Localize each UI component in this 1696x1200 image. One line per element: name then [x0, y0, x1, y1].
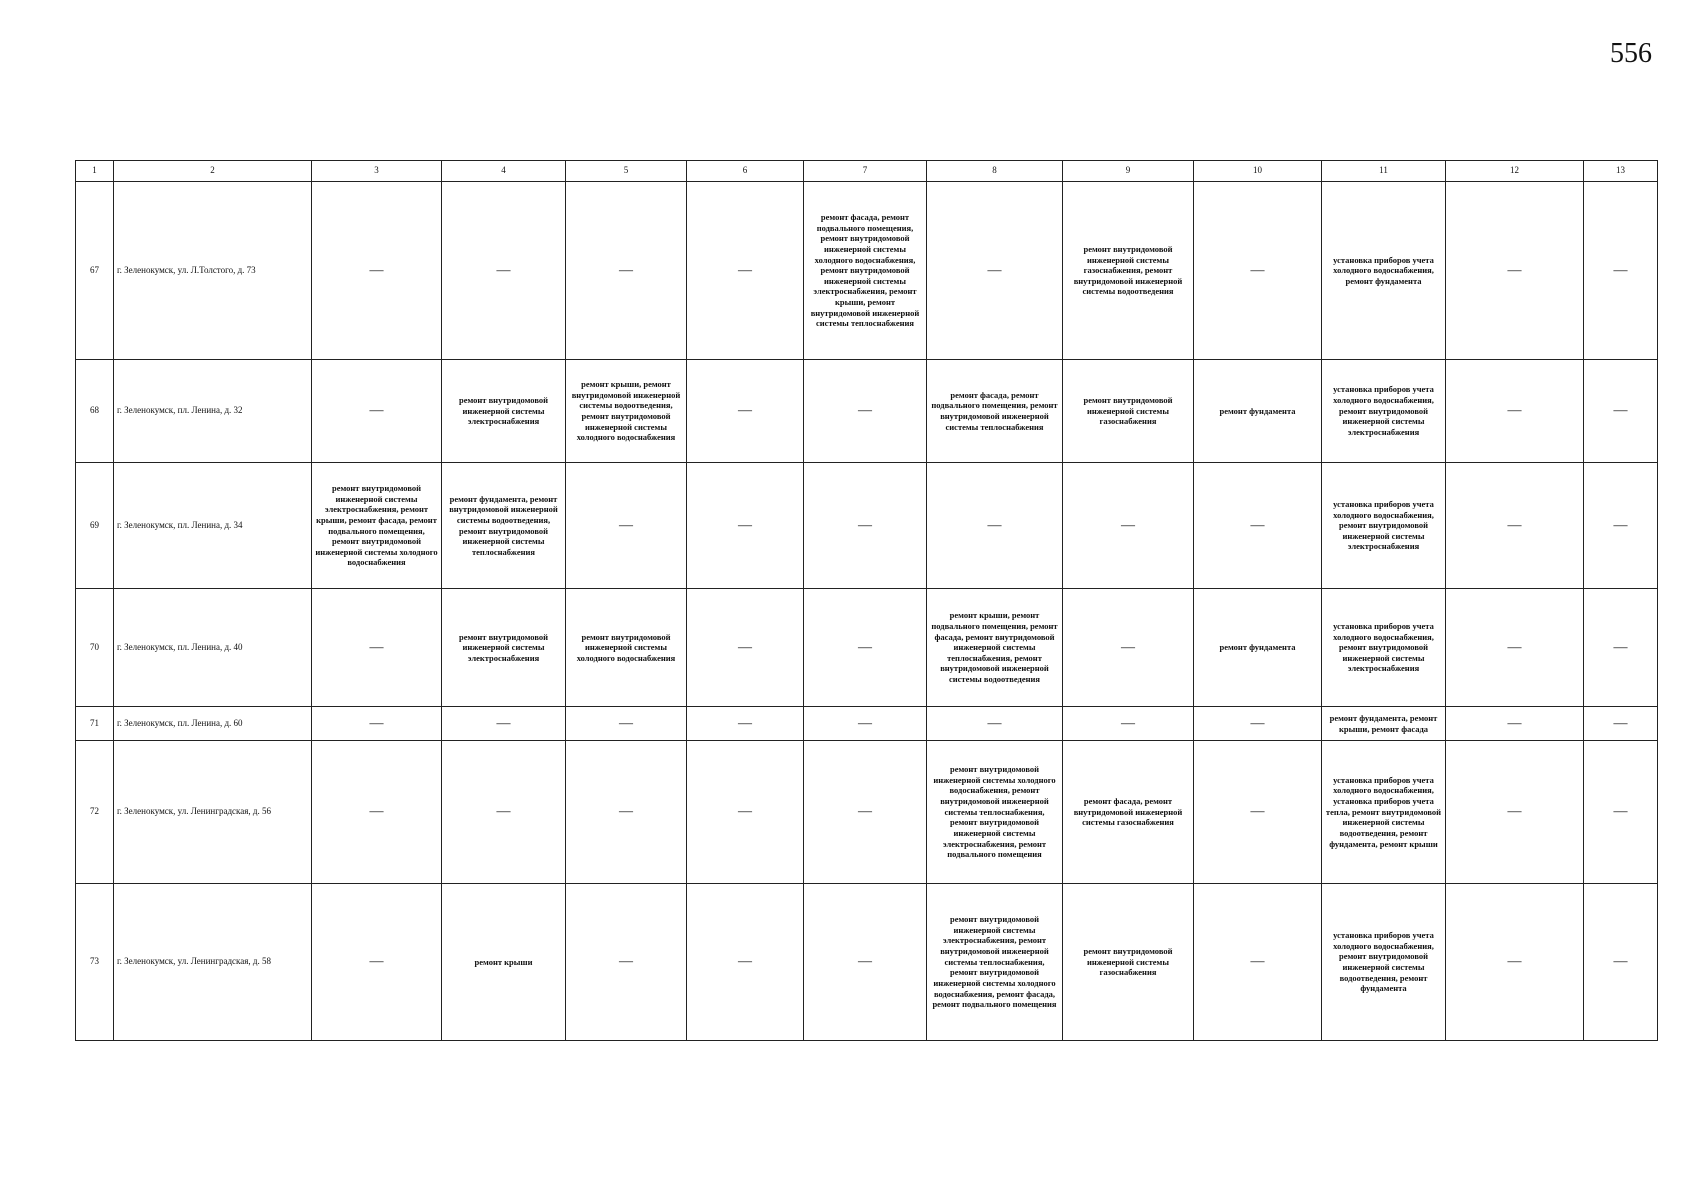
work-cell-col-5: —	[566, 884, 687, 1041]
work-cell-col-11: установка приборов учета холодного водоснабжения, ремонт внутридомовой инженерной системы электроснабжения	[1322, 360, 1446, 463]
column-header: 13	[1584, 161, 1658, 182]
address-cell: г. Зеленокумск, ул. Л.Толстого, д. 73	[114, 182, 312, 360]
work-cell-col-12: —	[1446, 884, 1584, 1041]
repair-schedule-table	[75, 160, 1658, 1041]
work-cell-col-9: —	[1063, 589, 1194, 707]
row-number-cell: 67	[76, 182, 114, 360]
work-cell-col-10: ремонт фундамента	[1194, 360, 1322, 463]
work-cell-col-4: —	[442, 741, 566, 884]
column-header: 6	[687, 161, 804, 182]
work-cell-col-6: —	[687, 741, 804, 884]
column-header: 9	[1063, 161, 1194, 182]
work-cell-col-9: ремонт фасада, ремонт внутридомовой инженерной системы газоснабжения	[1063, 741, 1194, 884]
work-cell-col-5: —	[566, 741, 687, 884]
column-header: 8	[927, 161, 1063, 182]
address-cell: г. Зеленокумск, ул. Ленинградская, д. 58	[114, 884, 312, 1041]
address-cell: г. Зеленокумск, пл. Ленина, д. 32	[114, 360, 312, 463]
work-cell-col-6: —	[687, 707, 804, 741]
work-cell-col-6: —	[687, 463, 804, 589]
work-cell-col-11: ремонт фундамента, ремонт крыши, ремонт фасада	[1322, 707, 1446, 741]
work-cell-col-11: установка приборов учета холодного водоснабжения, установка приборов учета тепла, ремонт внутридомовой инженерной системы водоотведения, ремонт фундамента, ремонт крыши	[1322, 741, 1446, 884]
work-cell-col-8: —	[927, 182, 1063, 360]
work-cell-col-7: —	[804, 463, 927, 589]
address-cell: г. Зеленокумск, пл. Ленина, д. 34	[114, 463, 312, 589]
work-cell-col-12: —	[1446, 707, 1584, 741]
table-row	[76, 182, 1658, 360]
work-cell-col-5: —	[566, 463, 687, 589]
address-cell: г. Зеленокумск, ул. Ленинградская, д. 56	[114, 741, 312, 884]
work-cell-col-12: —	[1446, 182, 1584, 360]
work-cell-col-9: —	[1063, 707, 1194, 741]
work-cell-col-10: —	[1194, 884, 1322, 1041]
work-cell-col-7: —	[804, 741, 927, 884]
work-cell-col-6: —	[687, 884, 804, 1041]
work-cell-col-5: —	[566, 707, 687, 741]
work-cell-col-4: ремонт крыши	[442, 884, 566, 1041]
work-cell-col-7: ремонт фасада, ремонт подвального помещения, ремонт внутридомовой инженерной системы холодного водоснабжения, ремонт внутридомовой инженерной системы электроснабжения, ремонт крыши, ремонт внутридомовой инженерной системы теплоснабжения	[804, 182, 927, 360]
column-header: 11	[1322, 161, 1446, 182]
work-cell-col-13: —	[1584, 182, 1658, 360]
column-header: 4	[442, 161, 566, 182]
table-row	[76, 589, 1658, 707]
work-cell-col-8: —	[927, 463, 1063, 589]
table-row	[76, 741, 1658, 884]
work-cell-col-12: —	[1446, 741, 1584, 884]
work-cell-col-7: —	[804, 707, 927, 741]
work-cell-col-8: —	[927, 707, 1063, 741]
work-cell-col-12: —	[1446, 589, 1584, 707]
column-header: 2	[114, 161, 312, 182]
work-cell-col-3: ремонт внутридомовой инженерной системы электроснабжения, ремонт крыши, ремонт фасада, ремонт подвального помещения, ремонт внутридомовой инженерной системы холодного водоснабжения	[312, 463, 442, 589]
work-cell-col-6: —	[687, 182, 804, 360]
column-header: 3	[312, 161, 442, 182]
work-cell-col-5: —	[566, 182, 687, 360]
work-cell-col-10: ремонт фундамента	[1194, 589, 1322, 707]
table-row	[76, 463, 1658, 589]
work-cell-col-7: —	[804, 360, 927, 463]
work-cell-col-5: ремонт внутридомовой инженерной системы холодного водоснабжения	[566, 589, 687, 707]
work-cell-col-10: —	[1194, 182, 1322, 360]
work-cell-col-4: —	[442, 182, 566, 360]
work-cell-col-4: ремонт фундамента, ремонт внутридомовой инженерной системы водоотведения, ремонт внутридомовой инженерной системы теплоснабжения	[442, 463, 566, 589]
column-number-row	[76, 161, 1658, 182]
work-cell-col-13: —	[1584, 360, 1658, 463]
work-cell-col-13: —	[1584, 589, 1658, 707]
work-cell-col-3: —	[312, 589, 442, 707]
work-cell-col-10: —	[1194, 741, 1322, 884]
work-cell-col-10: —	[1194, 463, 1322, 589]
row-number-cell: 72	[76, 741, 114, 884]
row-number-cell: 70	[76, 589, 114, 707]
table-row	[76, 360, 1658, 463]
work-cell-col-4: ремонт внутридомовой инженерной системы электроснабжения	[442, 360, 566, 463]
row-number-cell: 71	[76, 707, 114, 741]
column-header: 5	[566, 161, 687, 182]
work-cell-col-3: —	[312, 360, 442, 463]
page-number: 556	[1610, 38, 1652, 69]
column-header: 12	[1446, 161, 1584, 182]
work-cell-col-12: —	[1446, 463, 1584, 589]
work-cell-col-6: —	[687, 360, 804, 463]
work-cell-col-8: ремонт фасада, ремонт подвального помещения, ремонт внутридомовой инженерной системы теплоснабжения	[927, 360, 1063, 463]
work-cell-col-13: —	[1584, 884, 1658, 1041]
work-cell-col-8: ремонт крыши, ремонт подвального помещения, ремонт фасада, ремонт внутридомовой инженерной системы теплоснабжения, ремонт внутридомовой инженерной системы водоотведения	[927, 589, 1063, 707]
work-cell-col-11: установка приборов учета холодного водоснабжения, ремонт внутридомовой инженерной системы электроснабжения	[1322, 463, 1446, 589]
work-cell-col-12: —	[1446, 360, 1584, 463]
work-cell-col-11: установка приборов учета холодного водоснабжения, ремонт фундамента	[1322, 182, 1446, 360]
work-cell-col-9: ремонт внутридомовой инженерной системы газоснабжения, ремонт внутридомовой инженерной системы водоотведения	[1063, 182, 1194, 360]
work-cell-col-4: —	[442, 707, 566, 741]
work-cell-col-3: —	[312, 741, 442, 884]
work-cell-col-11: установка приборов учета холодного водоснабжения, ремонт внутридомовой инженерной системы водоотведения, ремонт фундамента	[1322, 884, 1446, 1041]
row-number-cell: 73	[76, 884, 114, 1041]
work-cell-col-4: ремонт внутридомовой инженерной системы электроснабжения	[442, 589, 566, 707]
work-cell-col-9: —	[1063, 463, 1194, 589]
work-cell-col-7: —	[804, 589, 927, 707]
work-cell-col-10: —	[1194, 707, 1322, 741]
column-header: 10	[1194, 161, 1322, 182]
work-cell-col-6: —	[687, 589, 804, 707]
work-cell-col-5: ремонт крыши, ремонт внутридомовой инженерной системы водоотведения, ремонт внутридомовой инженерной системы холодного водоснабжения	[566, 360, 687, 463]
work-cell-col-7: —	[804, 884, 927, 1041]
row-number-cell: 69	[76, 463, 114, 589]
table-row	[76, 707, 1658, 741]
column-header: 7	[804, 161, 927, 182]
work-cell-col-3: —	[312, 182, 442, 360]
row-number-cell: 68	[76, 360, 114, 463]
work-cell-col-13: —	[1584, 707, 1658, 741]
table-body	[76, 161, 1658, 1041]
work-cell-col-9: ремонт внутридомовой инженерной системы газоснабжения	[1063, 884, 1194, 1041]
work-cell-col-13: —	[1584, 463, 1658, 589]
table-row	[76, 884, 1658, 1041]
address-cell: г. Зеленокумск, пл. Ленина, д. 40	[114, 589, 312, 707]
column-header: 1	[76, 161, 114, 182]
address-cell: г. Зеленокумск, пл. Ленина, д. 60	[114, 707, 312, 741]
work-cell-col-3: —	[312, 884, 442, 1041]
work-cell-col-8: ремонт внутридомовой инженерной системы электроснабжения, ремонт внутридомовой инженерной системы теплоснабжения, ремонт внутридомовой инженерной системы холодного водоснабжения, ремонт фасада, ремонт подвального помещения	[927, 884, 1063, 1041]
work-cell-col-3: —	[312, 707, 442, 741]
work-cell-col-9: ремонт внутридомовой инженерной системы газоснабжения	[1063, 360, 1194, 463]
work-cell-col-11: установка приборов учета холодного водоснабжения, ремонт внутридомовой инженерной системы электроснабжения	[1322, 589, 1446, 707]
work-cell-col-13: —	[1584, 741, 1658, 884]
work-cell-col-8: ремонт внутридомовой инженерной системы холодного водоснабжения, ремонт внутридомовой инженерной системы теплоснабжения, ремонт внутридомовой инженерной системы электроснабжения, ремонт подвального помещения	[927, 741, 1063, 884]
